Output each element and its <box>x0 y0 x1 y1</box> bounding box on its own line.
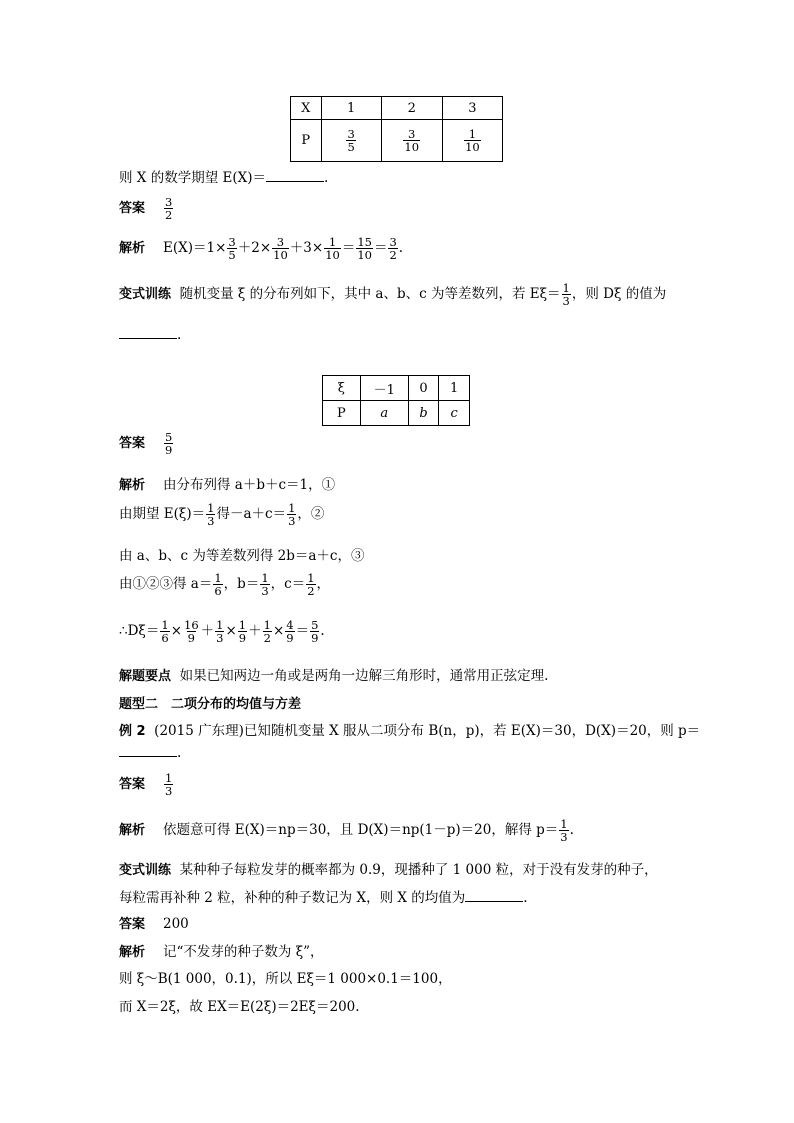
analysis-label: 解析 <box>119 823 146 839</box>
table-header-p: P <box>291 120 322 162</box>
analysis-line: 由 a、b、c 为等差数列得 2b＝a＋c，③ <box>119 548 365 564</box>
table-cell: 3 <box>442 97 502 120</box>
variant-training-2: 变式训练 某种种子每粒发芽的概率都为 0.9，现播种了 1 000 粒，对于没有发芽的种子， <box>119 862 658 878</box>
example-blank-line: . <box>119 744 181 761</box>
answer-label: 答案 <box>119 917 146 932</box>
analysis-line: 解析 记“不发芽的种子数为 ξ”， <box>119 940 324 960</box>
answer-blank <box>119 326 177 339</box>
analysis-line: 解析 E(X)＝1× $\frac{3}{5}$ ＋2× $\frac{3}{10}$ ＋3× $\frac{1}{10}$ ＝ $\frac{15}{10}$ ＝ $\frac{3}{2}$ . <box>119 235 404 263</box>
analysis-label: 解析 <box>119 478 146 493</box>
answer-line <box>119 196 174 221</box>
analysis-line: 解析 依题意可得 E(X)＝np＝30，且 D(X)＝np(1－p)＝20，解得 p＝ $\frac{1}{3}$ . <box>119 817 574 845</box>
answer-line <box>119 772 174 797</box>
variant-title: 变式训练 <box>119 287 172 303</box>
analysis-label: 解析 <box>119 241 146 257</box>
analysis-line: 而 X＝2ξ，故 EX＝E(2ξ)＝2Eξ＝200. <box>119 999 360 1015</box>
answer-value: $\frac{5}{9}$ <box>165 430 173 458</box>
answer-line <box>119 913 189 932</box>
key-point-title: 解题要点 <box>119 669 172 684</box>
table-cell: $\frac{3}{5}$ <box>321 120 381 162</box>
answer-label: 答案 <box>119 777 146 793</box>
answer-blank <box>465 889 523 902</box>
table-cell: 0 <box>408 376 439 401</box>
answer-value: 200 <box>163 916 189 932</box>
distribution-table-xi <box>322 375 470 426</box>
key-point: 解题要点 如果已知两边一角或是两角一边解三角形时，通常用正弦定理. <box>119 668 549 684</box>
variant-title: 变式训练 <box>119 863 172 878</box>
variant-training-1: 变式训练 随机变量 ξ 的分布列如下，其中 a、b、c 为等差数列，若 Eξ＝ $\frac{1}{3}$ ，则 Dξ 的值为 <box>119 281 667 309</box>
table-cell: 2 <box>381 97 442 120</box>
answer-value: $\frac{3}{2}$ <box>165 195 173 223</box>
table-header-xi: ξ <box>323 376 361 401</box>
variant-line: 每粒需再补种 2 粒，补种的种子数记为 X，则 X 的均值为 . <box>119 890 528 906</box>
answer-blank <box>119 744 177 757</box>
table-cell: $\frac{1}{10}$ <box>442 120 502 162</box>
table-cell: $\frac{3}{10}$ <box>381 120 442 162</box>
answer-label: 答案 <box>119 201 146 217</box>
analysis-line: 解析 由分布列得 a＋b＋c＝1，① <box>119 473 335 493</box>
table-header-x: X <box>291 97 322 120</box>
analysis-label: 解析 <box>119 945 146 960</box>
answer-value: $\frac{1}{3}$ <box>165 771 173 799</box>
analysis-line: 则 ξ～B(1 000，0.1)，所以 Eξ＝1 000×0.1＝100， <box>119 971 452 987</box>
analysis-line: 由①②③得 a＝ $\frac{1}{6}$ ，b＝ $\frac{1}{3}$ ，c＝ $\frac{1}{2}$ ， <box>119 571 331 599</box>
answer-label: 答案 <box>119 436 146 452</box>
example-label: 例 2 <box>119 724 146 739</box>
distribution-table-x <box>290 96 503 162</box>
table-cell: c <box>439 401 470 426</box>
question-line: 则 X 的数学期望 E(X)＝ . <box>119 170 329 186</box>
analysis-line: 由期望 E(ξ)＝ $\frac{1}{3}$ 得－a＋c＝ $\frac{1}{3}$ ，② <box>119 501 325 529</box>
answer-line <box>119 431 174 456</box>
analysis-line: ∴Dξ＝ $\frac{1}{6}$ × $\frac{16}{9}$ ＋ $\frac{1}{3}$ × $\frac{1}{9}$ ＋ $\frac{1}{2}$ × $\frac{4}{9}$ ＝ $\frac{5}{9}$ . <box>119 618 325 646</box>
example-2: 例 2 (2015 广东理)已知随机变量 X 服从二项分布 B(n，p)，若 E(X)＝30，D(X)＝20，则 p＝ <box>119 723 701 739</box>
table-cell: a <box>360 401 408 426</box>
answer-blank <box>266 169 324 182</box>
table-cell: 1 <box>439 376 470 401</box>
table-cell: b <box>408 401 439 426</box>
table-header-p: P <box>323 401 361 426</box>
section-heading: 题型二 二项分布的均值与方差 <box>119 697 302 712</box>
table-cell: 1 <box>321 97 381 120</box>
variant-blank-line: . <box>119 326 181 343</box>
table-cell: －1 <box>360 376 408 401</box>
